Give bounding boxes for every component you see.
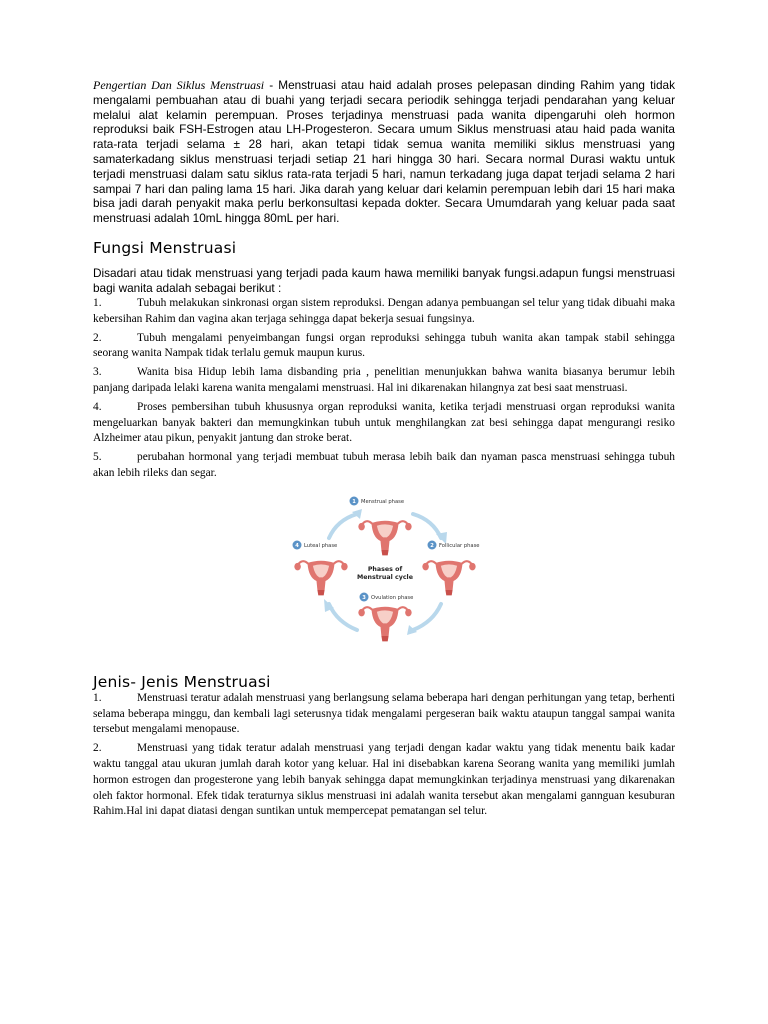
list-item-text: Menstruasi teratur adalah menstruasi yang berlangsung selama beberapa hari dengan perhitungan yang tetap, berhenti selama beberapa minggu, dan kembali lagi seterusnya tidak mengalami pergeseran baik waktu ataupun tanggal sampai wanita tersebut mengalami menopause. [93,691,675,736]
list-item [93,741,675,820]
uterus-ovulation-icon [358,606,411,641]
phase-2-label: Follicular phase [439,542,480,549]
list-item-number: 1. [93,296,102,309]
list-item-text: Tubuh melakukan sinkronasi organ sistem reproduksi. Dengan adanya pembuangan sel telur yang tidak dibuahi maka kebersihan Rahim dan vagina akan terjaga sehingga dapat bekerja sesuai fungsinya. [93,296,675,325]
list-item-number: 1. [93,691,102,704]
intro-text: Menstruasi atau haid adalah proses pelepasan dinding Rahim yang tidak mengalami pembuahan atau di buahi yang terjadi secara periodik sehingga terjadi pendarahan yang keluar melalui alat kelamin perempuan. Proses terjadinya menstruasi pada wanita dipengaruhi oleh hormon reproduksi baik FSH-Estrogen atau LH-Progesteron. Secara umum Siklus menstruasi atau haid pada wanita rata-rata terjadi selama ± 28 hari, akan tetapi tidak semua wanita memiliki siklus menstruasi yang samaterkadang siklus menstruasi terjadi setiap 21 hari hingga 30 hari. Secara normal Durasi waktu untuk terjadi menstruasi dalam satu siklus rata-rata terjadi 5 hari, namun terkadang juga dapat terjadi selama 2 hari sampai 7 hari dan paling lama 15 hari. Jika darah yang keluar dari kelamin perempuan lebih dari 15 hari maka bisa jadi darah penyakit maka perlu berkonsultasi kepada dokter. Secara Umumdarah yang keluar pada saat menstruasi adalah 10mL hingga 80mL per hari. [93,78,676,226]
list-item-text: Proses pembersihan tubuh khususnya organ reproduksi wanita, ketika terjadi menstruasi organ reproduksi wanita mengeluarkan banyak bakteri dan memungkinkan tubuh untuk menghilangkan zat besi sehingga dapat mengurangi resiko Alzheimer atau pikun, penyakit jantung dan stroke berat. [93,400,675,445]
phase-3-label: Ovulation phase [371,594,414,601]
list-item [93,400,675,447]
intro-separator: - [264,78,279,92]
list-item [93,691,675,738]
figure-center-label-line2: Menstrual cycle [357,573,413,581]
uterus-follicular-icon [422,560,475,595]
list-item-text: perubahan hormonal yang terjadi membuat tubuh merasa lebih baik dan nyaman pasca menstruasi sehingga tubuh akan lebih rileks dan segar. [93,451,675,479]
list-item-number: 2. [93,331,102,344]
list-item-number: 3. [93,366,102,379]
uterus-menstrual-icon [358,520,411,555]
intro-lead: Pengertian Dan Siklus Menstruasi [93,78,265,92]
phase-1-label: Menstrual phase [361,498,405,505]
menstrual-cycle-diagram [285,494,485,658]
list-item-number: 5. [93,451,102,464]
uterus-luteal-icon [294,560,347,595]
phase-4-label: Luteal phase [304,542,338,549]
list-item-text: Wanita bisa Hidup lebih lama disbanding pria , penelitian menunjukkan bahwa wanita biasanya berumur lebih panjang daripada lelaki karena wanita mengalami menstruasi. Hal ini dikarenakan hilangnya zat besi saat menstruasi. [93,366,675,394]
menstrual-cycle-figure [285,494,485,658]
figure-center-label-line1: Phases of [367,565,403,573]
fungsi-intro-paragraph: Disadari atau tidak menstruasi yang terjadi pada kaum hawa memiliki banyak fungsi.adapun fungsi menstruasi bagi wanita adalah sebagai berikut : [93,265,675,295]
list-item [93,331,675,363]
list-item [93,296,675,328]
document-page [93,78,675,823]
phase-3-number: 3 [362,594,366,601]
heading-fungsi: Fungsi Menstruasi [93,238,237,257]
list-item-number: 2. [93,742,102,755]
phase-badges [293,496,437,601]
list-item [93,450,675,482]
phase-4-number: 4 [295,542,299,549]
list-item-text: Menstruasi yang tidak teratur adalah menstruasi yang terjadi dengan kadar waktu yang tidak menentu baik kadar waktu tanggal atau ukuran jumlah darah kotor yang keluar. Hal ini disebabkan karena Seorang wanita yang memiliki jumlah hormon estrogen dan progesterone yang lebih banyak sehingga dapat memungkinkan terjadinya menstruasi yang dikarenakan oleh faktor hormonal. Efek tidak teraturnya siklus menstruasi ini adalah wanita tersebut akan mengalami gannguan kesuburan Rahim.Hal ini dapat diatasi dengan suntikan untuk mempercepat pematangan sel telur. [93,742,675,818]
jenis-list [93,691,675,820]
phase-2-number: 2 [430,542,434,549]
intro-paragraph [93,78,675,226]
fungsi-list [93,296,675,482]
list-item [93,365,675,397]
list-item-text: Tubuh mengalami penyeimbangan fungsi organ reproduksi sehingga tubuh wanita akan tampak stabil sehingga seorang wanita Nampak tidak terlalu gemuk maupun kurus. [93,331,675,360]
heading-jenis: Jenis- Jenis Menstruasi [93,672,271,691]
list-item-number: 4. [93,400,102,413]
phase-1-number: 1 [352,498,356,505]
